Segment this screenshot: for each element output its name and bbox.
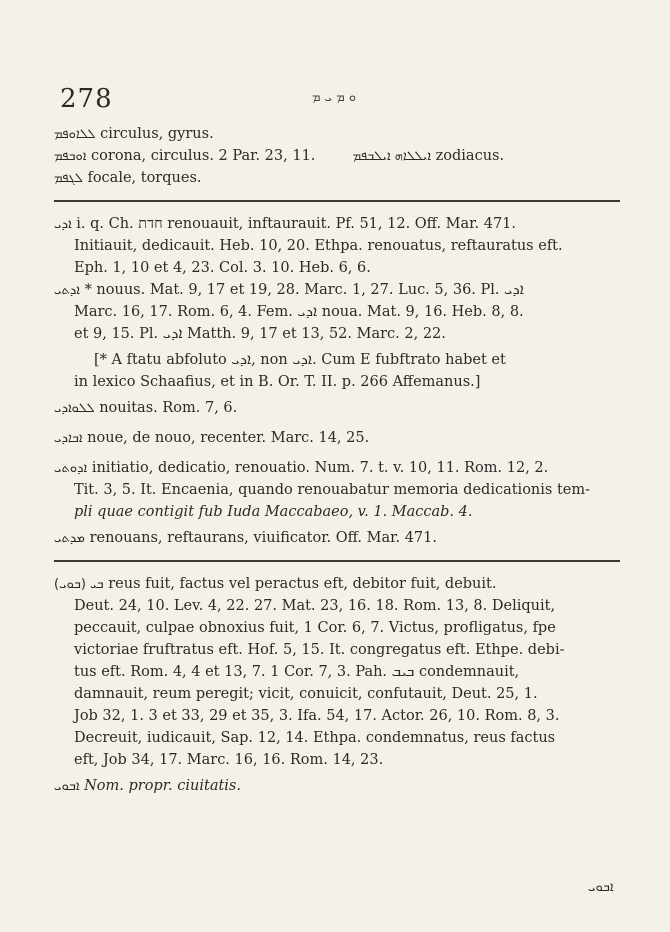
entry-line: Tit. 3, 5. It. Encaenia, quando renouabatur memoria dedicationis tem- <box>74 482 591 498</box>
entry-text: i. q. Ch. חדת renouauit, inftaurauit. Pf. 51, 12. Off. Mar. 471. <box>76 216 517 232</box>
entry-line: Deut. 24, 10. Lev. 4, 22. 27. Mat. 23, 16. 18. Rom. 13, 8. Deliquit, <box>74 598 556 614</box>
editorial-note: in lexico Schaafius, et in B. Or. T. II. p. 266 Affemanus.] <box>74 374 481 390</box>
entry-line: et 9, 15. Pl. ܐܕܝ Matth. 9, 17 et 13, 52. Marc. 2, 22. <box>74 326 446 342</box>
entry-line: Job 32, 1. 3 et 33, 29 et 35, 3. Ifa. 54, 17. Actor. 26, 10. Rom. 8, 3. <box>74 708 560 724</box>
catchword: ܐܒܘܝ <box>588 880 614 895</box>
entry-reus-fuit <box>54 574 496 595</box>
entry-corona <box>54 146 504 167</box>
syriac-headword: ܐܝܠܠܐܗ ܐܝܠܒܦܡ <box>352 149 432 164</box>
entry-nouitas <box>54 398 237 419</box>
entry-text: circulus, gyrus. <box>100 126 214 142</box>
entry-text: initiatio, dedicatio, renouatio. Num. 7. t. v. 10, 11. Rom. 12, 2. <box>91 460 549 476</box>
entry-noue <box>54 428 369 449</box>
entry-line: damnauit, reum peregit; vicit, conuicit, confutauit, Deut. 25, 1. <box>74 686 538 702</box>
syriac-headword: ܐܕܝ <box>54 217 72 232</box>
entry-text: Nom. propr. ciuitatis. <box>84 778 241 794</box>
entry-line: Decreuit, iudicauit, Sap. 12, 14. Ethpa. condemnatus, reus factus <box>74 730 556 746</box>
entry-text: noue, de nouo, recenter. Marc. 14, 25. <box>87 430 370 446</box>
entry-line: Eph. 1, 10 et 4, 23. Col. 3. 10. Heb. 6, 6. <box>74 260 371 276</box>
entry-circulus <box>54 124 214 145</box>
entry-line: eft, Job 34, 17. Marc. 16, 16. Rom. 14, 23. <box>74 752 384 768</box>
entry-text: renouans, reftaurans, viuificator. Off. Mar. 471. <box>89 530 437 546</box>
entry-text: reus fuit, factus vel peractus eft, debitor fuit, debuit. <box>108 576 497 592</box>
entry-line: Marc. 16, 17. Rom. 6, 4. Fem. ܐܕܝ noua. Mat. 9, 16. Heb. 8, 8. <box>74 304 524 320</box>
entry-line: pli quae contigit fub Iuda Maccabaeo, v. 1. Maccab. 4. <box>74 504 473 520</box>
entry-line: peccauit, culpae obnoxius fuit, 1 Cor. 6, 7. Victus, profligatus, fpe <box>74 620 556 636</box>
entry-renouans <box>54 528 437 549</box>
syriac-headword: ܠܠܘܐܕܝ <box>54 401 95 416</box>
entry-renouauit <box>54 214 516 235</box>
entry-nom-propr <box>54 776 241 797</box>
entry-initiatio <box>54 458 548 479</box>
syriac-headword: ܐܕܘܬܝ <box>54 461 88 476</box>
syriac-headword: (ܒܘܝ) ܒܝ <box>54 577 104 592</box>
syriac-headword: ܐܕܬܝ <box>54 283 80 298</box>
running-head: ܘ ܡ ܝ ܡ <box>312 90 357 105</box>
syriac-headword: ܐܒܘܝ <box>54 779 80 794</box>
entry-text: * nouus. Mat. 9, 17 et 19, 28. Marc. 1, 27. Luc. 5, 36. Pl. ܐܕܝ <box>84 282 524 298</box>
entry-line: Initiauit, dedicauit. Heb. 10, 20. Ethpa. renouatus, reftauratus eft. <box>74 238 563 254</box>
syriac-headword: ܠܓܦܡ <box>54 171 83 186</box>
entry-line: tus eft. Rom. 4, 4 et 13, 7. 1 Cor. 7, 3. Pah. ܒܝܒ condemnauit, <box>74 664 520 680</box>
syriac-headword: ܠܠܐܘܦܡ <box>54 127 96 142</box>
page-number: 278 <box>60 84 113 114</box>
entry-text: corona, circulus. 2 Par. 23, 11. <box>91 148 316 164</box>
syriac-headword: ܐܒܐܕܝ <box>54 431 83 446</box>
entry-line: victoriae fruftratus eft. Hof. 5, 15. It. congregatus eft. Ethpe. debi- <box>74 642 565 658</box>
section-divider <box>54 200 620 202</box>
entry-focale <box>54 168 202 189</box>
syriac-headword: ܡܕܬܝ <box>54 531 85 546</box>
syriac-headword: ܐܘܒܦܡ <box>54 149 87 164</box>
editorial-note: [* A ftatu abfoluto ܐܕܝ, non ܐܕܝ. Cum E fubftrato habet et <box>94 352 506 368</box>
section-divider <box>54 560 620 562</box>
entry-text: focale, torques. <box>87 170 202 186</box>
entry-nouus <box>54 280 524 301</box>
entry-text: zodiacus. <box>435 148 505 164</box>
entry-text: nouitas. Rom. 7, 6. <box>99 400 238 416</box>
